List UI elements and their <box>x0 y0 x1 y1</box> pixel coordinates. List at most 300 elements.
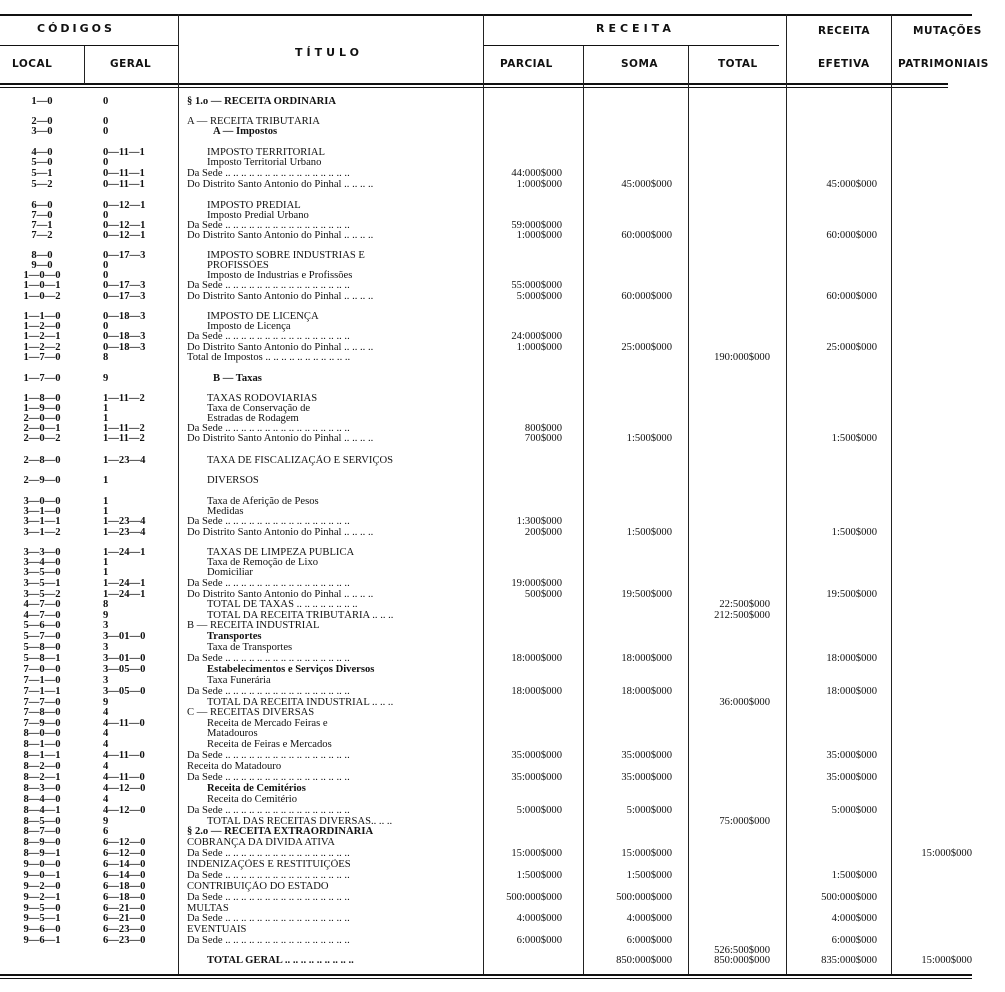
soma-cell: 1:500$000 <box>626 870 672 881</box>
soma-cell: 18:000$000 <box>621 686 672 697</box>
title-cell: Da Sede .. .. .. .. .. .. .. .. .. .. .. .. .. .. .. .. <box>187 423 350 434</box>
ledger-row <box>0 599 1005 610</box>
code-local: 8—1—1 <box>23 750 61 761</box>
code-geral: 9 <box>103 697 109 708</box>
mutacoes-cell: 15:000$000 <box>921 848 972 859</box>
code-geral: 6—18—0 <box>103 892 146 903</box>
code-geral: 4 <box>103 728 109 739</box>
title-cell: MULTAS <box>187 903 229 914</box>
ledger-row <box>0 157 1005 168</box>
total-cell: 526:500$000 <box>714 945 770 956</box>
total-cell: 22:500$000 <box>719 599 770 610</box>
title-cell: Imposto Territorial Urbano <box>207 157 322 168</box>
code-geral: 1 <box>103 567 109 578</box>
code-local: 3—5—0 <box>23 567 61 578</box>
code-geral: 3—05—0 <box>103 664 146 675</box>
efetiva-cell: 4:000$000 <box>831 913 877 924</box>
efetiva-cell: 1:500$000 <box>831 433 877 444</box>
code-local: 5—8—1 <box>23 653 61 664</box>
soma-cell: 6:000$000 <box>626 935 672 946</box>
code-geral: 1—11—2 <box>103 433 145 444</box>
code-local: 1—0—2 <box>23 291 61 302</box>
code-local: 8—9—1 <box>23 848 61 859</box>
code-geral: 9 <box>103 816 109 827</box>
efetiva-cell: 60:000$000 <box>826 291 877 302</box>
efetiva-cell: 835:000$000 <box>821 955 877 966</box>
title-cell: Receita de Cemitérios <box>207 783 306 794</box>
code-geral: 0—17—3 <box>103 291 146 302</box>
code-local: 9—5—0 <box>23 903 61 914</box>
title-cell: Da Sede .. .. .. .. .. .. .. .. .. .. .. .. .. .. .. .. <box>187 168 350 179</box>
ledger-row <box>0 567 1005 578</box>
ledger-row <box>0 280 1005 291</box>
parcial-cell: 18:000$000 <box>511 686 562 697</box>
soma-cell: 1:500$000 <box>626 527 672 538</box>
code-geral: 3—01—0 <box>103 631 146 642</box>
parcial-cell: 1:000$000 <box>516 179 562 190</box>
ledger-row <box>0 373 1005 384</box>
title-cell: Receita do Matadouro <box>187 761 282 772</box>
code-local: 4—7—0 <box>23 599 61 610</box>
code-geral: 3—05—0 <box>103 686 146 697</box>
code-local: 6—0 <box>31 200 53 211</box>
code-geral: 0 <box>103 210 109 221</box>
parcial-cell: 5:000$000 <box>516 291 562 302</box>
title-cell: C — RECEITAS DIVERSAS <box>187 707 315 718</box>
code-local: 1—1—0 <box>23 311 61 322</box>
parcial-cell: 1:000$000 <box>516 342 562 353</box>
code-local: 5—0 <box>31 157 53 168</box>
code-geral: 4—11—0 <box>103 772 145 783</box>
soma-cell: 19:500$000 <box>621 589 672 600</box>
ledger-row <box>0 805 1005 816</box>
title-cell: Do Distrito Santo Antonio do Pinhal .. .. .. .. <box>187 342 374 353</box>
code-geral: 4—11—0 <box>103 750 145 761</box>
code-geral: 6—12—0 <box>103 848 146 859</box>
code-local: 3—5—2 <box>23 589 61 600</box>
parcial-cell: 1:500$000 <box>516 870 562 881</box>
header-codigos: CÓDIGOS <box>37 22 115 35</box>
efetiva-cell: 45:000$000 <box>826 179 877 190</box>
header-total: TOTAL <box>718 58 758 70</box>
receita-underline <box>483 45 779 46</box>
code-geral: 6—14—0 <box>103 870 146 881</box>
code-geral: 1—24—1 <box>103 547 146 558</box>
code-geral: 6 <box>103 826 109 837</box>
code-local: 1—7—0 <box>23 373 61 384</box>
codigos-underline <box>0 45 178 46</box>
parcial-cell: 19:000$000 <box>511 578 562 589</box>
header-receita-efetiva-2: EFETIVA <box>818 58 870 70</box>
efetiva-cell: 500:000$000 <box>821 892 877 903</box>
code-local: 2—0—1 <box>23 423 61 434</box>
efetiva-cell: 35:000$000 <box>826 772 877 783</box>
ledger-row <box>0 924 1005 935</box>
soma-cell: 4:000$000 <box>626 913 672 924</box>
code-geral: 0—12—1 <box>103 200 146 211</box>
code-geral: 0—11—1 <box>103 147 145 158</box>
code-geral: 3 <box>103 642 109 653</box>
title-cell: Do Distrito Santo Antonio do Pinhal .. .. .. .. <box>187 179 374 190</box>
title-cell: A — RECEITA TRIBUTÁRIA <box>187 116 320 127</box>
code-geral: 4 <box>103 761 109 772</box>
code-geral: 0—12—1 <box>103 230 146 241</box>
code-geral: 0—17—3 <box>103 280 146 291</box>
code-local: 8—3—0 <box>23 783 61 794</box>
efetiva-cell: 5:000$000 <box>831 805 877 816</box>
code-geral: 1—24—1 <box>103 578 146 589</box>
code-local: 9—5—1 <box>23 913 61 924</box>
title-cell: Estabelecimentos e Serviços Diversos <box>207 664 375 675</box>
ledger-row <box>0 527 1005 538</box>
total-cell: 850:000$000 <box>714 955 770 966</box>
code-local: 5—7—0 <box>23 631 61 642</box>
ledger-row <box>0 653 1005 664</box>
code-local: 7—7—0 <box>23 697 61 708</box>
title-cell: Domiciliar <box>207 567 253 578</box>
code-geral: 6—21—0 <box>103 913 146 924</box>
ledger-row <box>0 675 1005 686</box>
code-local: 8—5—0 <box>23 816 61 827</box>
title-cell: Taxa de Conservação de <box>207 403 311 414</box>
code-geral: 1—11—2 <box>103 393 145 404</box>
header-bottom-rule-2 <box>0 87 948 88</box>
code-local: 7—1—0 <box>23 675 61 686</box>
code-geral: 3—01—0 <box>103 653 146 664</box>
title-cell: Da Sede .. .. .. .. .. .. .. .. .. .. .. .. .. .. .. .. <box>187 331 350 342</box>
title-cell: Da Sede .. .. .. .. .. .. .. .. .. .. .. .. .. .. .. .. <box>187 913 350 924</box>
code-local: 8—2—1 <box>23 772 61 783</box>
title-cell: Receita do Cemitério <box>207 794 298 805</box>
code-geral: 1—23—4 <box>103 516 146 527</box>
header-parcial: PARCIAL <box>500 58 553 70</box>
parcial-cell: 5:000$000 <box>516 805 562 816</box>
code-geral: 0 <box>103 157 109 168</box>
code-local: 7—1 <box>31 220 53 231</box>
title-cell: TOTAL DA RECEITA INDUSTRIAL .. .. .. <box>207 697 394 708</box>
ledger-row <box>0 352 1005 363</box>
ledger-row <box>0 433 1005 444</box>
code-geral: 4—11—0 <box>103 718 145 729</box>
code-local: 3—0—0 <box>23 496 61 507</box>
title-cell: Medidas <box>207 506 244 517</box>
code-local: 9—2—0 <box>23 881 61 892</box>
total-cell: 36:000$000 <box>719 697 770 708</box>
mutacoes-cell: 15:000$000 <box>921 955 972 966</box>
code-geral: 9 <box>103 610 109 621</box>
efetiva-cell: 35:000$000 <box>826 750 877 761</box>
ledger-row <box>0 631 1005 642</box>
code-geral: 0—11—1 <box>103 168 145 179</box>
parcial-cell: 1:000$000 <box>516 230 562 241</box>
title-cell: EVENTUAIS <box>187 924 247 935</box>
title-cell: TAXAS RODOVIARIAS <box>207 393 318 404</box>
code-local: 9—6—0 <box>23 924 61 935</box>
parcial-cell: 24:000$000 <box>511 331 562 342</box>
code-local: 7—8—0 <box>23 707 61 718</box>
title-cell: Receita de Feiras e Mercados <box>207 739 332 750</box>
header-geral: GERAL <box>110 58 152 70</box>
code-local: 3—4—0 <box>23 557 61 568</box>
parcial-cell: 18:000$000 <box>511 653 562 664</box>
ledger-row <box>0 870 1005 881</box>
ledger-row <box>0 516 1005 527</box>
code-geral: 6—14—0 <box>103 859 146 870</box>
code-geral: 1—24—1 <box>103 589 146 600</box>
title-cell: Da Sede .. .. .. .. .. .. .. .. .. .. .. .. .. .. .. .. <box>187 892 350 903</box>
code-geral: 0—12—1 <box>103 220 146 231</box>
code-local: 8—4—1 <box>23 805 61 816</box>
code-geral: 1—23—4 <box>103 527 146 538</box>
code-geral: 1—11—2 <box>103 423 145 434</box>
soma-cell: 25:000$000 <box>621 342 672 353</box>
title-cell: Da Sede .. .. .. .. .. .. .. .. .. .. .. .. .. .. .. .. <box>187 516 350 527</box>
ledger-row <box>0 331 1005 342</box>
code-geral: 1 <box>103 496 109 507</box>
title-cell: Do Distrito Santo Antonio do Pinhal .. .. .. .. <box>187 291 374 302</box>
code-geral: 1 <box>103 475 109 486</box>
code-local: 1—9—0 <box>23 403 61 414</box>
code-local: 8—9—0 <box>23 837 61 848</box>
ledger-row <box>0 955 1005 966</box>
footer-rule-2 <box>0 978 972 979</box>
title-cell: Estradas de Rodagem <box>207 413 299 424</box>
efetiva-cell: 18:000$000 <box>826 686 877 697</box>
code-local: 8—0—0 <box>23 728 61 739</box>
top-rule <box>0 14 972 16</box>
efetiva-cell: 19:500$000 <box>826 589 877 600</box>
code-local: 7—0 <box>31 210 53 221</box>
code-local: 1—0 <box>31 96 53 107</box>
header-receita-efetiva-1: RECEITA <box>818 25 871 37</box>
ledger-row <box>0 772 1005 783</box>
code-local: 2—8—0 <box>23 455 61 466</box>
code-geral: 0 <box>103 126 109 137</box>
ledger-row <box>0 837 1005 848</box>
parcial-cell: 500:000$000 <box>506 892 562 903</box>
efetiva-cell: 25:000$000 <box>826 342 877 353</box>
code-local: 7—1—1 <box>23 686 61 697</box>
ledger-row <box>0 881 1005 892</box>
title-cell: DIVERSOS <box>207 475 259 486</box>
code-geral: 0—18—3 <box>103 311 146 322</box>
code-local: 1—0—0 <box>23 270 61 281</box>
code-local: 2—0—2 <box>23 433 61 444</box>
ledger-row <box>0 664 1005 675</box>
efetiva-cell: 1:500$000 <box>831 870 877 881</box>
ledger-row <box>0 96 1005 107</box>
title-cell: Imposto Predial Urbano <box>207 210 309 221</box>
code-local: 1—7—0 <box>23 352 61 363</box>
code-local: 4—7—0 <box>23 610 61 621</box>
code-local: 7—0—0 <box>23 664 61 675</box>
ledger-row <box>0 686 1005 697</box>
code-geral: 0—11—1 <box>103 179 145 190</box>
code-geral: 6—18—0 <box>103 881 146 892</box>
code-local: 5—8—0 <box>23 642 61 653</box>
header-bottom-rule <box>0 83 948 85</box>
soma-cell: 60:000$000 <box>621 230 672 241</box>
code-local: 8—2—0 <box>23 761 61 772</box>
soma-cell: 1:500$000 <box>626 433 672 444</box>
title-cell: Da Sede .. .. .. .. .. .. .. .. .. .. .. .. .. .. .. .. <box>187 686 350 697</box>
ledger-row <box>0 126 1005 137</box>
ledger-row <box>0 291 1005 302</box>
title-cell: Da Sede .. .. .. .. .. .. .. .. .. .. .. .. .. .. .. .. <box>187 848 350 859</box>
code-geral: 6—23—0 <box>103 924 146 935</box>
code-geral: 6—12—0 <box>103 837 146 848</box>
ledger-row <box>0 642 1005 653</box>
title-cell: Imposto de Licença <box>207 321 291 332</box>
total-cell: 75:000$000 <box>719 816 770 827</box>
code-geral: 4 <box>103 739 109 750</box>
title-cell: TOTAL GERAL .. .. .. .. .. .. .. .. .. <box>207 955 354 966</box>
title-cell: Do Distrito Santo Antonio do Pinhal .. .. .. .. <box>187 589 374 600</box>
title-cell: Do Distrito Santo Antonio do Pinhal .. .. .. .. <box>187 230 374 241</box>
code-local: 9—0—0 <box>23 859 61 870</box>
title-cell: TAXA DE FISCALIZAÇÃO E SERVIÇOS <box>207 455 394 466</box>
code-geral: 1 <box>103 403 109 414</box>
ledger-row <box>0 794 1005 805</box>
total-cell: 212:500$000 <box>714 610 770 621</box>
code-local: 8—4—0 <box>23 794 61 805</box>
code-geral: 1—23—4 <box>103 455 146 466</box>
ledger-row <box>0 475 1005 486</box>
code-local: 3—3—0 <box>23 547 61 558</box>
parcial-cell: 15:000$000 <box>511 848 562 859</box>
code-geral: 3 <box>103 675 109 686</box>
ledger-row <box>0 620 1005 631</box>
ledger-row <box>0 848 1005 859</box>
soma-cell: 35:000$000 <box>621 750 672 761</box>
header-receita: RECEITA <box>596 22 675 35</box>
ledger-row <box>0 859 1005 870</box>
code-local: 5—1 <box>31 168 53 179</box>
parcial-cell: 35:000$000 <box>511 772 562 783</box>
title-cell: Taxa de Transportes <box>207 642 293 653</box>
code-local: 8—1—0 <box>23 739 61 750</box>
soma-cell: 500:000$000 <box>616 892 672 903</box>
title-cell: TOTAL DE TAXAS .. .. .. .. .. .. .. .. <box>207 599 358 610</box>
title-cell: Da Sede .. .. .. .. .. .. .. .. .. .. .. .. .. .. .. .. <box>187 653 350 664</box>
ledger-row <box>0 455 1005 466</box>
code-local: 3—5—1 <box>23 578 61 589</box>
ledger-row <box>0 168 1005 179</box>
title-cell: Da Sede .. .. .. .. .. .. .. .. .. .. .. .. .. .. .. .. <box>187 805 350 816</box>
efetiva-cell: 18:000$000 <box>826 653 877 664</box>
code-geral: 0—17—3 <box>103 250 146 261</box>
title-cell: INDENIZAÇÕES E RESTITUIÇÕES <box>187 859 351 870</box>
soma-cell: 18:000$000 <box>621 653 672 664</box>
efetiva-cell: 1:500$000 <box>831 527 877 538</box>
code-local: 1—8—0 <box>23 393 61 404</box>
code-geral: 0—18—3 <box>103 342 146 353</box>
ledger-row <box>0 230 1005 241</box>
total-cell: 190:000$000 <box>714 352 770 363</box>
title-cell: Da Sede .. .. .. .. .. .. .. .. .. .. .. .. .. .. .. .. <box>187 750 350 761</box>
title-cell: IMPOSTO DE LICENÇA <box>207 311 319 322</box>
ledger-row <box>0 179 1005 190</box>
code-geral: 8 <box>103 352 109 363</box>
code-geral: 8 <box>103 599 109 610</box>
code-local: 7—9—0 <box>23 718 61 729</box>
parcial-cell: 4:000$000 <box>516 913 562 924</box>
title-cell: COBRANÇA DA DÍVIDA ATIVA <box>187 837 335 848</box>
title-cell: B — Taxas <box>213 373 262 384</box>
title-cell: Total de Impostos .. .. .. .. .. .. .. .. .. .. .. <box>187 352 351 363</box>
ledger-row <box>0 761 1005 772</box>
ledger-row <box>0 707 1005 718</box>
code-geral: 4—12—0 <box>103 783 146 794</box>
code-local: 9—0—1 <box>23 870 61 881</box>
code-geral: 0 <box>103 260 109 271</box>
title-cell: TOTAL DAS RECEITAS DIVERSAS.. .. .. <box>207 816 393 827</box>
footer-rule <box>0 974 972 976</box>
title-cell: § 1.o — RECEITA ORDINÁRIA <box>187 96 337 107</box>
parcial-cell: 1:300$000 <box>516 516 562 527</box>
title-cell: A — Impostos <box>213 126 278 137</box>
code-geral: 6—21—0 <box>103 903 146 914</box>
code-local: 3—1—1 <box>23 516 61 527</box>
ledger-row <box>0 578 1005 589</box>
code-geral: 3 <box>103 620 109 631</box>
soma-cell: 60:000$000 <box>621 291 672 302</box>
ledger-row <box>0 739 1005 750</box>
parcial-cell: 44:000$000 <box>511 168 562 179</box>
code-geral: 4 <box>103 794 109 805</box>
code-local: 1—2—1 <box>23 331 61 342</box>
soma-cell: 850:000$000 <box>616 955 672 966</box>
code-local: 1—0—1 <box>23 280 61 291</box>
title-cell: Taxa de Remoção de Lixo <box>207 557 319 568</box>
code-local: 1—2—2 <box>23 342 61 353</box>
code-geral: 4 <box>103 707 109 718</box>
code-geral: 9 <box>103 373 109 384</box>
code-local: 2—0 <box>31 116 53 127</box>
title-cell: Taxa de Aferição de Pesos <box>207 496 319 507</box>
title-cell: § 2.o — RECEITA EXTRAORDINÁRIA <box>187 826 374 837</box>
header-mutacoes-1: MUTAÇÕES <box>913 25 982 37</box>
ledger-row <box>0 783 1005 794</box>
code-geral: 0 <box>103 321 109 332</box>
title-cell: TOTAL DA RECEITA TRIBUTÁRIA .. .. .. <box>207 610 394 621</box>
code-geral: 0 <box>103 96 109 107</box>
title-cell: IMPOSTO TERRITORIAL <box>207 147 326 158</box>
code-geral: 1 <box>103 557 109 568</box>
soma-cell: 45:000$000 <box>621 179 672 190</box>
soma-cell: 5:000$000 <box>626 805 672 816</box>
parcial-cell: 200$000 <box>524 527 562 538</box>
header-soma: SOMA <box>621 58 659 70</box>
title-cell: TAXAS DE LIMPEZA PUBLICA <box>207 547 355 558</box>
title-cell: Matadouros <box>207 728 258 739</box>
parcial-cell: 500$000 <box>524 589 562 600</box>
code-local: 3—1—0 <box>23 506 61 517</box>
title-cell: Da Sede .. .. .. .. .. .. .. .. .. .. .. .. .. .. .. .. <box>187 578 350 589</box>
title-cell: CONTRIBUIÇÃO DO ESTADO <box>187 881 329 892</box>
col-line-local-geral <box>84 46 85 84</box>
code-geral: 0—18—3 <box>103 331 146 342</box>
code-geral: 1 <box>103 413 109 424</box>
code-local: 3—0 <box>31 126 53 137</box>
efetiva-cell: 6:000$000 <box>831 935 877 946</box>
parcial-cell: 35:000$000 <box>511 750 562 761</box>
title-cell: IMPOSTO SOBRE INDUSTRIAS E <box>207 250 365 261</box>
code-local: 8—0 <box>31 250 53 261</box>
title-cell: Taxa Funerária <box>207 675 271 686</box>
ledger-row <box>0 913 1005 924</box>
ledger-row <box>0 892 1005 903</box>
